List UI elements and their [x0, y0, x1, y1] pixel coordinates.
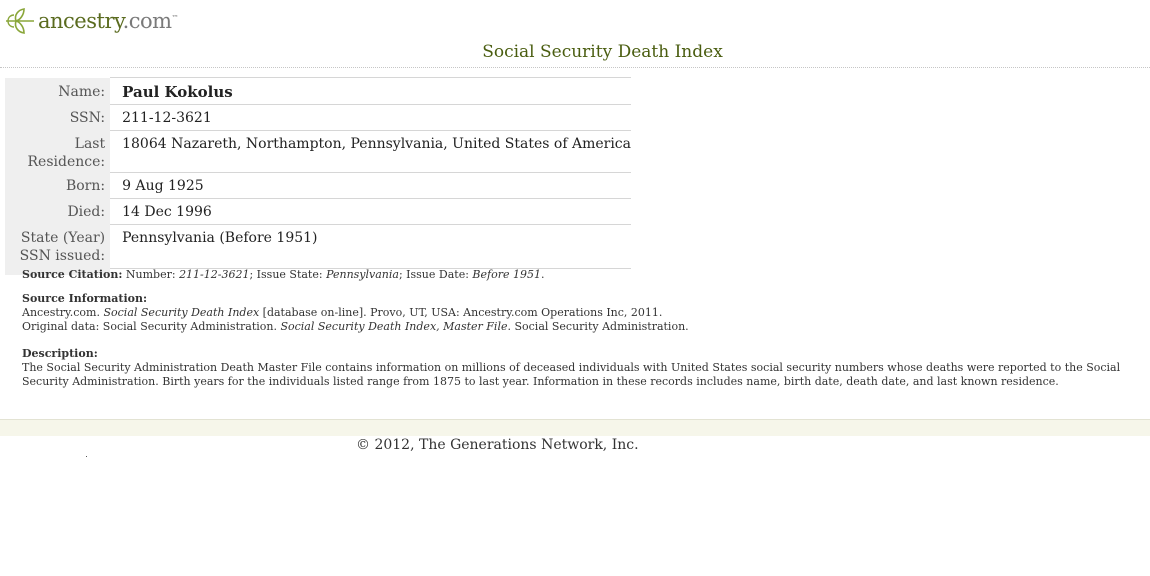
field-label: Born: — [5, 173, 110, 199]
field-label: Name: — [5, 78, 110, 105]
source-information-line-1: Ancestry.com. Social Security Death Index [database on-line]. Provo, UT, USA: Ancestry.com Operations Inc, 2011. — [22, 306, 663, 319]
field-value-born: 9 Aug 1925 — [110, 173, 631, 199]
field-value-residence: 18064 Nazareth, Northampton, Pennsylvania, United States of America — [110, 131, 631, 173]
source-information — [22, 292, 1147, 334]
description-text: The Social Security Administration Death Master File contains information on millions of deceased individuals with United States social security numbers whose deaths were reported to the Social Security Administration. Birth years for the individuals listed range from 1875 to last year. Information in these records includes name, birth date, death date, and last known residence. — [22, 361, 1121, 388]
field-value-died: 14 Dec 1996 — [110, 199, 631, 225]
description — [22, 347, 1147, 389]
record-row-ssn — [5, 105, 631, 131]
page-title: Social Security Death Index — [482, 42, 723, 62]
footer-band — [0, 419, 1150, 436]
record-row-born — [5, 173, 631, 199]
record-row-name — [5, 78, 631, 105]
logo-wordmark: ancestry.com™ — [38, 9, 179, 33]
source-information-heading: Source Information: — [22, 292, 148, 305]
field-label: Died: — [5, 199, 110, 225]
field-value-state-issued: Pennsylvania (Before 1951) — [110, 225, 631, 269]
source-citation: Source Citation: Number: 211-12-3621; Issue State: Pennsylvania; Issue Date: Before 1951. — [22, 268, 545, 281]
ancestry-logo[interactable] — [4, 6, 178, 36]
source-citation-heading: Source Citation: — [22, 268, 123, 281]
record-table — [5, 77, 631, 275]
title-divider — [0, 67, 1150, 68]
description-heading: Description: — [22, 347, 98, 360]
field-value-name: Paul Kokolus — [110, 78, 631, 105]
field-label: SSN: — [5, 105, 110, 131]
field-label: Last Residence: — [5, 131, 110, 173]
field-value-ssn: 211-12-3621 — [110, 105, 631, 131]
record-row-died — [5, 199, 631, 225]
record-row-residence — [5, 131, 631, 173]
source-information-line-2: Original data: Social Security Administration. Social Security Death Index, Master File. Social Security Administration. — [22, 320, 689, 333]
leaf-icon — [4, 7, 36, 35]
stray-dot — [86, 456, 87, 457]
copyright-notice: © 2012, The Generations Network, Inc. — [356, 437, 639, 453]
record-row-state-issued — [5, 225, 631, 269]
field-label: State (Year) SSN issued: — [5, 225, 110, 269]
